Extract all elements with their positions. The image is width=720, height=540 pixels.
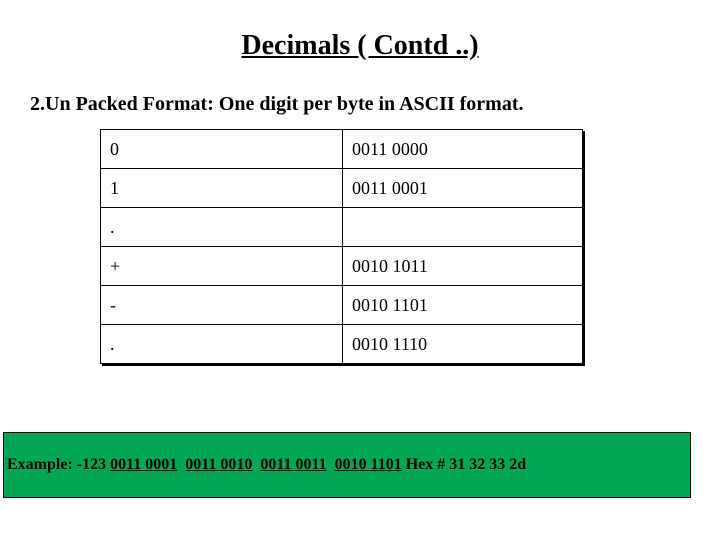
char-cell: . (101, 208, 343, 247)
ascii-table-container (100, 129, 583, 364)
example-byte-1: 0011 0001 (110, 456, 178, 473)
example-byte-2: 0011 0010 (185, 456, 253, 473)
table-row (101, 130, 583, 169)
binary-cell: 0010 1011 (343, 247, 583, 286)
char-cell: + (101, 247, 343, 286)
slide-subtitle: 2.Un Packed Format: One digit per byte in ASCII format. (30, 93, 524, 115)
example-text (4, 456, 526, 474)
example-box (3, 432, 691, 498)
char-cell: - (101, 286, 343, 325)
binary-cell: 0011 0000 (343, 130, 583, 169)
example-prefix: Example: -123 (7, 456, 111, 473)
table-row (101, 169, 583, 208)
ascii-table (100, 129, 583, 364)
binary-cell: 0010 1101 (343, 286, 583, 325)
example-byte-3: 0011 0011 (260, 456, 327, 473)
binary-cell (343, 208, 583, 247)
example-byte-4: 0010 1101 (334, 456, 402, 473)
char-cell: 0 (101, 130, 343, 169)
char-cell: . (101, 325, 343, 364)
binary-cell: 0010 1110 (343, 325, 583, 364)
table-row (101, 247, 583, 286)
table-row (101, 325, 583, 364)
slide-title: Decimals ( Contd ..) (241, 30, 479, 61)
char-cell: 1 (101, 169, 343, 208)
table-row (101, 286, 583, 325)
table-row (101, 208, 583, 247)
binary-cell: 0011 0001 (343, 169, 583, 208)
example-hex: Hex # 31 32 33 2d (401, 456, 527, 473)
